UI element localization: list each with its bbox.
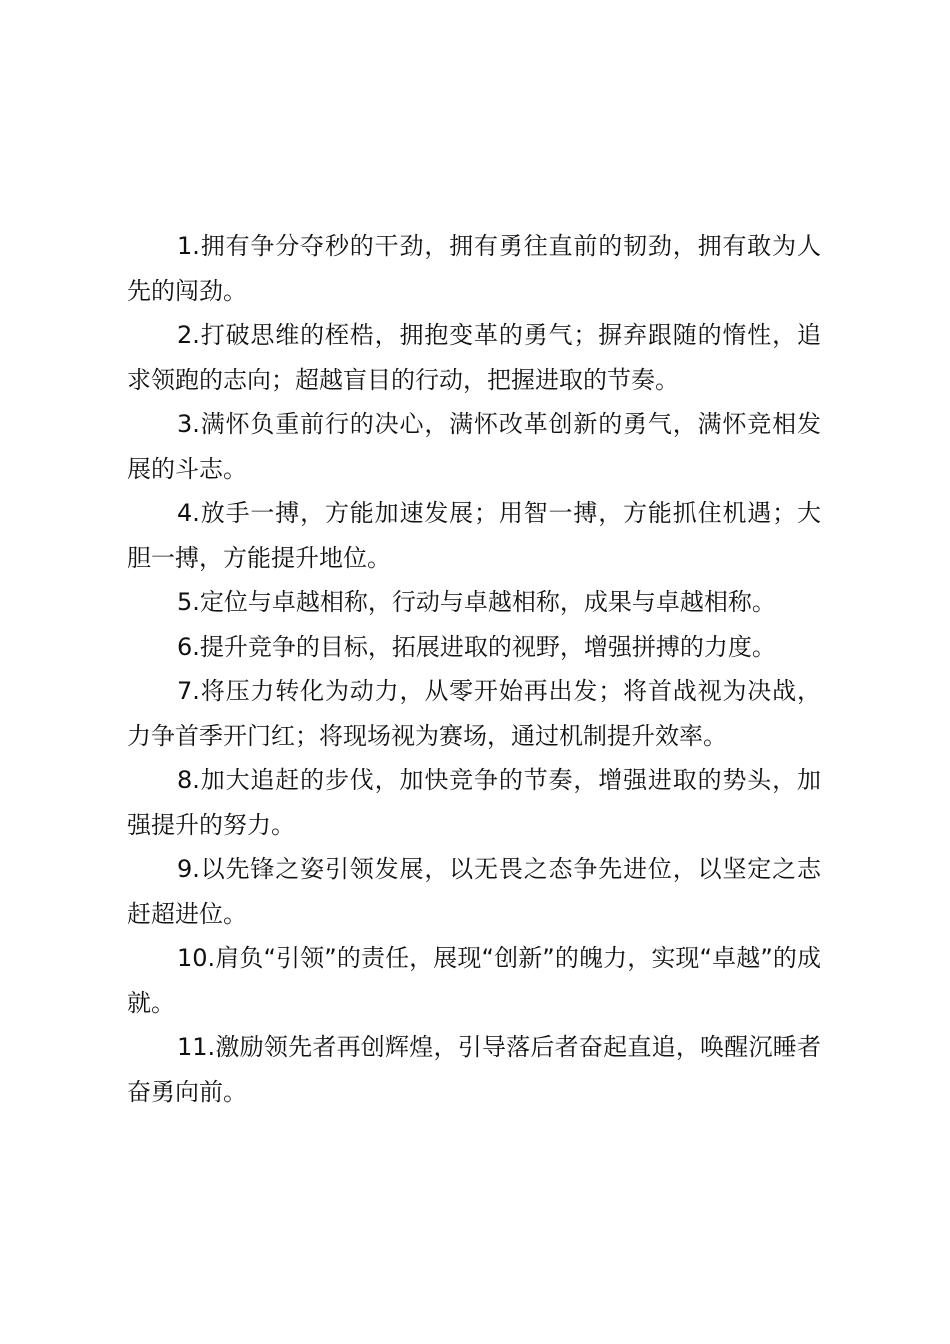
paragraph-8: 8.加大追赶的步伐，加快竞争的节奏，增强进取的势头，加强提升的努力。 xyxy=(127,766,821,839)
paragraph-1: 1.拥有争分夺秒的干劲，拥有勇往直前的韧劲，拥有敢为人先的闯劲。 xyxy=(127,232,821,305)
paragraph-10: 10.肩负“引领”的责任，展现“创新”的魄力，实现“卓越”的成就。 xyxy=(127,944,821,1017)
document-body xyxy=(127,224,821,1114)
paragraph-5: 5.定位与卓越相称，行动与卓越相称，成果与卓越相称。 xyxy=(177,588,776,616)
paragraph-7: 7.将压力转化为动力，从零开始再出发；将首战视为决战，力争首季开门红；将现场视为赛场，通过机制提升效率。 xyxy=(127,677,821,750)
paragraph-4: 4.放手一搏，方能加速发展；用智一搏，方能抓住机遇；大胆一搏，方能提升地位。 xyxy=(127,499,821,572)
paragraph-9: 9.以先锋之姿引领发展，以无畏之态争先进位，以坚定之志赶超进位。 xyxy=(127,855,821,928)
paragraph-11: 11.激励领先者再创辉煌，引导落后者奋起直追，唤醒沉睡者奋勇向前。 xyxy=(127,1033,821,1106)
paragraph-6: 6.提升竞争的目标，拓展进取的视野，增强拼搏的力度。 xyxy=(177,632,776,661)
paragraph-3: 3.满怀负重前行的决心，满怀改革创新的勇气，满怀竞相发展的斗志。 xyxy=(127,410,821,483)
paragraph-2: 2.打破思维的桎梏，拥抱变革的勇气；摒弃跟随的惰性，追求领跑的志向；超越盲目的行动，把握进取的节奏。 xyxy=(127,321,821,394)
